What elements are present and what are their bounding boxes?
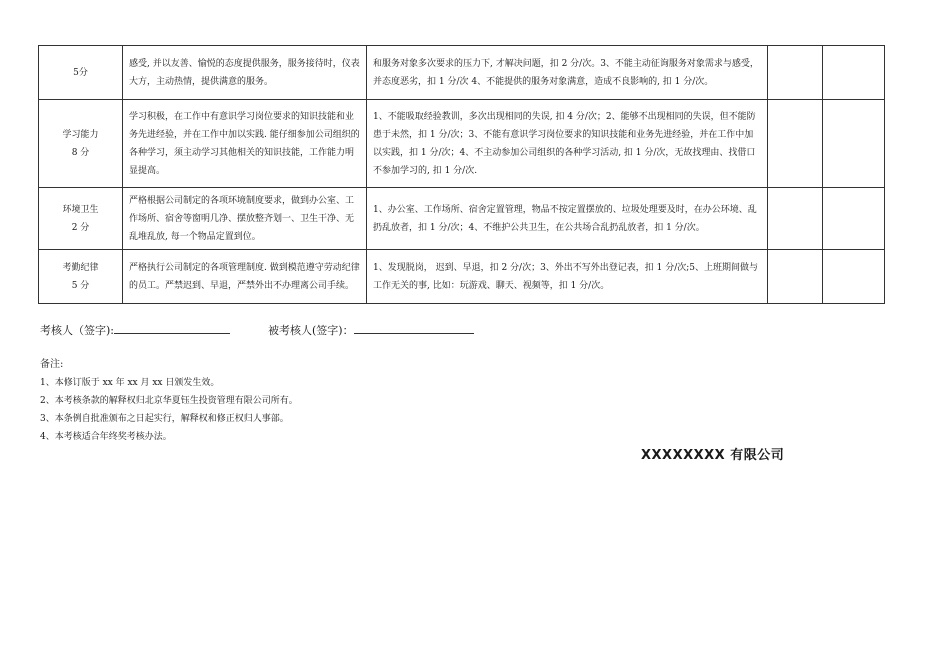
category-score: 2 分 [71,222,90,233]
note-item: 3、本条例自批准颁布之日起实行，解释权和修正权归人事部。 [40,414,289,424]
self-score-cell[interactable] [768,250,823,304]
standard-cell: 严格根据公司制定的各项环境制度要求，做到办公室、工作场所、宿舍等窗明几净、摆放整齐划一、卫生干净、无乱堆乱放, 每一个物品定置到位。 [123,188,367,250]
notes-title: 备注: [40,359,64,370]
self-score-cell[interactable] [768,46,823,100]
standard-cell: 感受, 并以友善、愉悦的态度提供服务，服务接待时，仪表大方，主动热情，提供满意的服务。 [123,46,367,100]
examiner-label: 考核人（签字): [40,324,114,337]
category-cell [39,100,123,188]
category-cell [39,250,123,304]
examinee-signature-line[interactable] [354,321,474,334]
category-name: 考勤纪律 [62,262,99,273]
note-item: 2、本考核条款的解释权归北京华夏钰生投资管理有限公司所有。 [40,396,298,406]
table-row [39,188,885,250]
category-cell [39,46,123,100]
review-score-cell[interactable] [823,250,885,304]
standard-cell: 严格执行公司制定的各项管理制度. 做到模范遵守劳动纪律的员工。严禁迟到、早退，严禁外出不办理离公司手续。 [123,250,367,304]
review-score-cell[interactable] [823,188,885,250]
note-item: 4、本考核适合年终奖考核办法。 [40,432,172,442]
category-score: 5分 [73,67,88,78]
deduction-cell: 1、发现脱岗， 迟到、早退，扣 2 分/次；3、外出不写外出登记表，扣 1 分/次;5、上班期间做与工作无关的事, 比如：玩游戏、聊天、视频等，扣 1 分/次。 [367,250,768,304]
company-name: XXXXXXXX 有限公司 [641,448,785,463]
table-row [39,100,885,188]
deduction-cell: 1、不能吸取经验教训，多次出现相同的失误, 扣 4 分/次；2、能够不出现相同的失误，但不能防患于未然，扣 1 分/次；3、不能有意识学习岗位要求的知识技能和业务先进经验，并在工作中加以实践，扣 1 分/次；4、不主动参加公司组织的各种学习活动, 扣 1 分/次，无故找理由、找借口不参加学习的, 扣 1 分/次. [367,100,768,188]
review-score-cell[interactable] [823,46,885,100]
table-row [39,250,885,304]
category-name: 环境卫生 [62,204,99,215]
examinee-label: 被考核人(签字)： [268,324,354,337]
category-score: 5 分 [71,280,90,291]
review-score-cell[interactable] [823,100,885,188]
category-cell [39,188,123,250]
standard-cell: 学习积极，在工作中有意识学习岗位要求的知识技能和业务先进经验，并在工作中加以实践. 能仔细参加公司组织的各种学习，须主动学习其他相关的知识技能，工作能力明显提高。 [123,100,367,188]
examinee-signature [268,321,474,338]
deduction-cell: 和服务对象多次要求的压力下, 才解决问题，扣 2 分/次。3、不能主动征询服务对象需求与感受，并态度恶劣，扣 1 分/次 4、不能提供的服务对象满意，造成不良影响的, 扣 1 分/次。 [367,46,768,100]
category-name: 学习能力 [62,129,99,140]
category-score: 8 分 [71,147,90,158]
table-row [39,46,885,100]
self-score-cell[interactable] [768,100,823,188]
self-score-cell[interactable] [768,188,823,250]
deduction-cell: 1、办公室、工作场所、宿舍定置管理，物品不按定置摆放的、垃圾处理要及时，在办公环境、乱扔乱放者，扣 1 分/次；4、不维护公共卫生，在公共场合乱扔乱放者，扣 1 分/次。 [367,188,768,250]
examiner-signature [40,321,230,338]
examiner-signature-line[interactable] [114,321,230,334]
notes-section [40,356,298,446]
note-item: 1、本修订版于 xx 年 xx 月 xx 日颁发生效。 [40,378,220,388]
evaluation-table [38,45,885,304]
